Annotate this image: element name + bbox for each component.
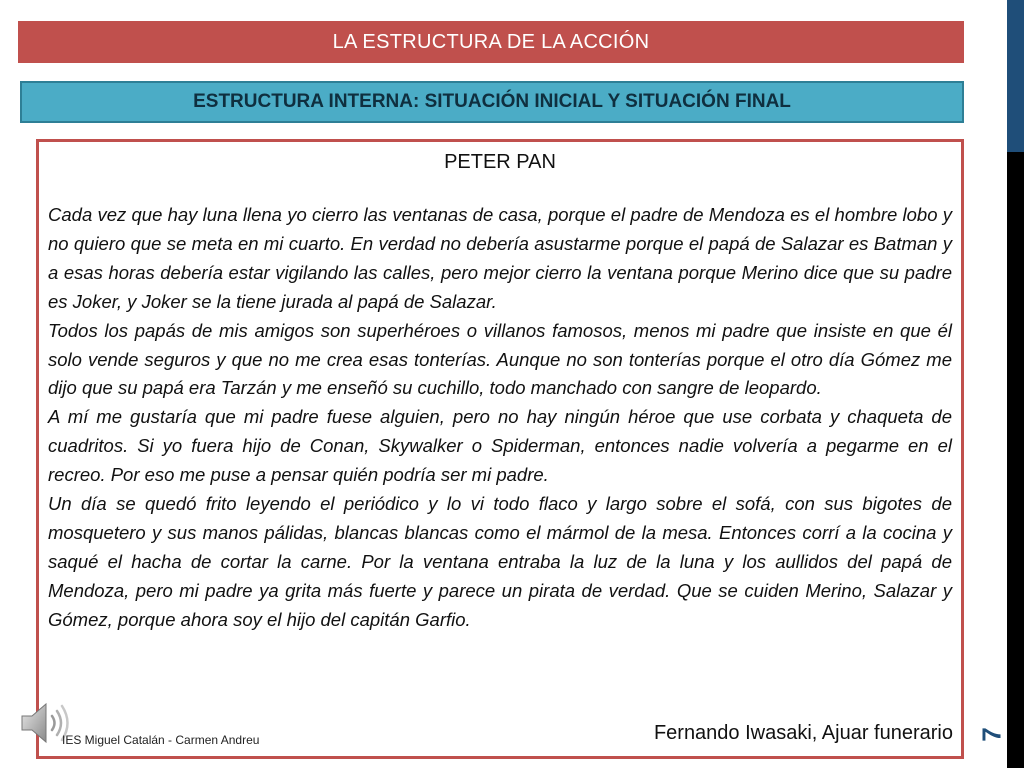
story-paragraph: Cada vez que hay luna llena yo cierro las ventanas de casa, porque el padre de Mendoza es el hombre lobo y no quiero que se meta en mi cuarto. En verdad no debería asustarme porque el papá de Salazar es Batman y a esas horas debería estar vigilando las calles, pero mejor cierro la ventana porque Merino dice que su padre es Joker, y Joker se la tiene jurada al papá de Salazar.	[48, 204, 952, 312]
slide-title-bar	[18, 21, 964, 63]
story-box	[36, 139, 964, 759]
story-paragraph: Todos los papás de mis amigos son superhéroes o villanos famosos, menos mi padre que insiste en que él solo vende seguros y que no me crea esas tonterías. Aunque no son tonterías porque el otro día Gómez me dijo que su papá era Tarzán y me enseñó su cuchillo, todo manchado con sangre de leopardo.	[48, 319, 952, 399]
slide-title: LA ESTRUCTURA DE LA ACCIÓN	[332, 30, 650, 53]
story-title: PETER PAN	[444, 151, 556, 173]
story-text	[48, 201, 952, 635]
slide-subtitle-bar	[20, 81, 964, 123]
story-paragraph: A mí me gustaría que mi padre fuese alguien, pero no hay ningún héroe que use corbata y chaqueta de cuadritos. Si yo fuera hijo de Conan, Skywalker o Spiderman, entonces nadie volvería a pegarme en el recreo. Por eso me puse a pensar quién podría ser mi padre.	[48, 406, 952, 486]
story-paragraph: Un día se quedó frito leyendo el periódico y lo vi todo flaco y largo sobre el sofá, con sus bigotes de mosquetero y sus manos pálidas, blancas blancas como el mármol de la mesa. Entonces corrí a la cocina y saqué el hacha de cortar la carne. Por la ventana entraba la luz de la luna y los aullidos del papá de Mendoza, pero mi padre ya grita más fuerte y parece un pirata de verdad. Que se cuiden Merino, Salazar y Gómez, porque ahora soy el hijo del capitán Garfio.	[48, 493, 952, 630]
story-author: Fernando Iwasaki, Ajuar funerario	[653, 722, 953, 744]
slide-subtitle: ESTRUCTURA INTERNA: SITUACIÓN INICIAL Y SITUACIÓN FINAL	[193, 91, 791, 112]
right-accent-strip	[1007, 0, 1024, 768]
right-accent-blue	[1007, 0, 1024, 152]
slide-number	[976, 706, 1008, 762]
slide-number-text: 7	[976, 726, 1007, 742]
footer-credit: IES Miguel Catalán - Carmen Andreu	[62, 733, 260, 747]
